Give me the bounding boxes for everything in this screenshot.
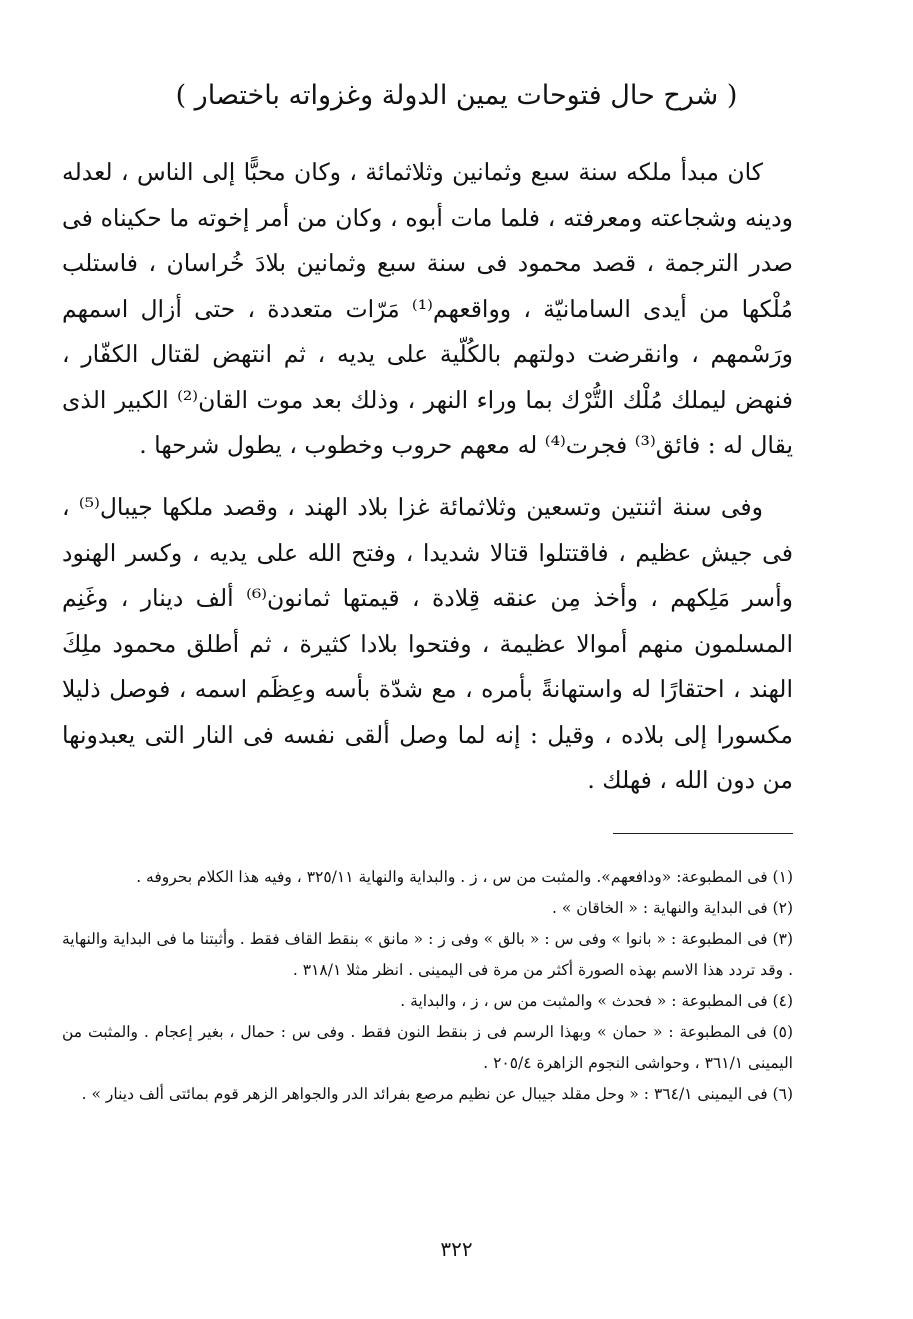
footnote-5: (٥) فى المطبوعة : « حمان » وبهذا الرسم فى ز بنقط النون فقط . وفى س : حمال ، بغير إعجام . والمثبت من اليمينى ٣٦١/١ ، وحواشى النجوم الزاهرة ٢٠٥/٤ .: [62, 1023, 793, 1072]
paragraph-1: [62, 150, 793, 469]
paragraph-2-text: وفى سنة اثنتين وتسعين وثلاثمائة غزا بلاد الهند ، وقصد ملكها جيبال⁽⁵⁾ ، فى جيش عظيم ، فاقتتلوا قتالا شديدا ، وفتح الله على يديه ، وكسر الهنود وأسر مَلِكهم ، وأخذ مِن عنقه قِلادة ، قيمتها ثمانون⁽⁶⁾ ألف دينار ، وغَنِم المسلمون منهم أموالا عظيمة ، وفتحوا بلادا كثيرة ، ثم أطلق محمود ملِكَ الهند ، احتقارًا له واستهانةً بأمره ، مع شدّة بأسه وعِظَم اسمه ، فوصل ذليلا مكسورا إلى بلاده ، وقيل : إنه لما وصل ألقى نفسه فى النار التى يعبدونها من دون الله ، فهلك .: [62, 493, 793, 794]
footnote-1: (١) فى المطبوعة: «ودافعهم». والمثبت من س ، ز . والبداية والنهاية ٣٢٥/١١ ، وفيه هذا الكلام بحروفه .: [136, 868, 793, 886]
page-number: ٣٢٢: [440, 1237, 473, 1261]
paragraph-2: [62, 485, 793, 804]
footnote-4: (٤) فى المطبوعة : « فحدث » والمثبت من س ، ز ، والبداية .: [400, 992, 793, 1010]
footnote-separator: [613, 833, 793, 834]
footnote-3: (٣) فى المطبوعة : « بانوا » وفى س : « بالق » وفى ز : « مانق » بنقط القاف فقط . وأثبتنا ما فى البداية والنهاية . وقد تردد هذا الاسم بهذه الصورة أكثر من مرة فى اليمينى . انظر مثلا ٣١٨/١ .: [62, 930, 793, 979]
footnote-2: (٢) فى البداية والنهاية : « الخاقان » .: [551, 899, 793, 917]
section-heading: ( شرح حال فتوحات يمين الدولة وغزواته باختصار ): [175, 80, 738, 111]
footnote-6: (٦) فى اليمينى ٣٦٤/١ : « وحل مقلد جيبال عن نظيم مرصع بفرائد الدر والجواهر الزهر قوم بمائتى ألف دينار » .: [81, 1085, 793, 1103]
footnotes: [62, 862, 793, 1110]
paragraph-1-text: كان مبدأ ملكه سنة سبع وثمانين وثلاثمائة ، وكان محبًّا إلى الناس ، لعدله ودينه وشجاعته ومعرفته ، فلما مات أبوه ، وكان من أمر إخوته ما حكيناه فى صدر الترجمة ، قصد محمود فى سنة سبع وثمانين بلادَ خُراسان ، فاستلب مُلْكها من أيدى السامانيّة ، وواقعهم⁽¹⁾ مَرّات متعددة ، حتى أزال اسمهم ورَسْمهم ، وانقرضت دولتهم بالكُلّية على يديه ، ثم انتهض لقتال الكفّار ، فنهض ليملك مُلْك التُّرْك بما وراء النهر ، وذلك بعد موت القان⁽²⁾ الكبير الذى يقال له : فائق⁽³⁾ فجرت⁽⁴⁾ له معهم حروب وخطوب ، يطول شرحها .: [62, 158, 793, 459]
